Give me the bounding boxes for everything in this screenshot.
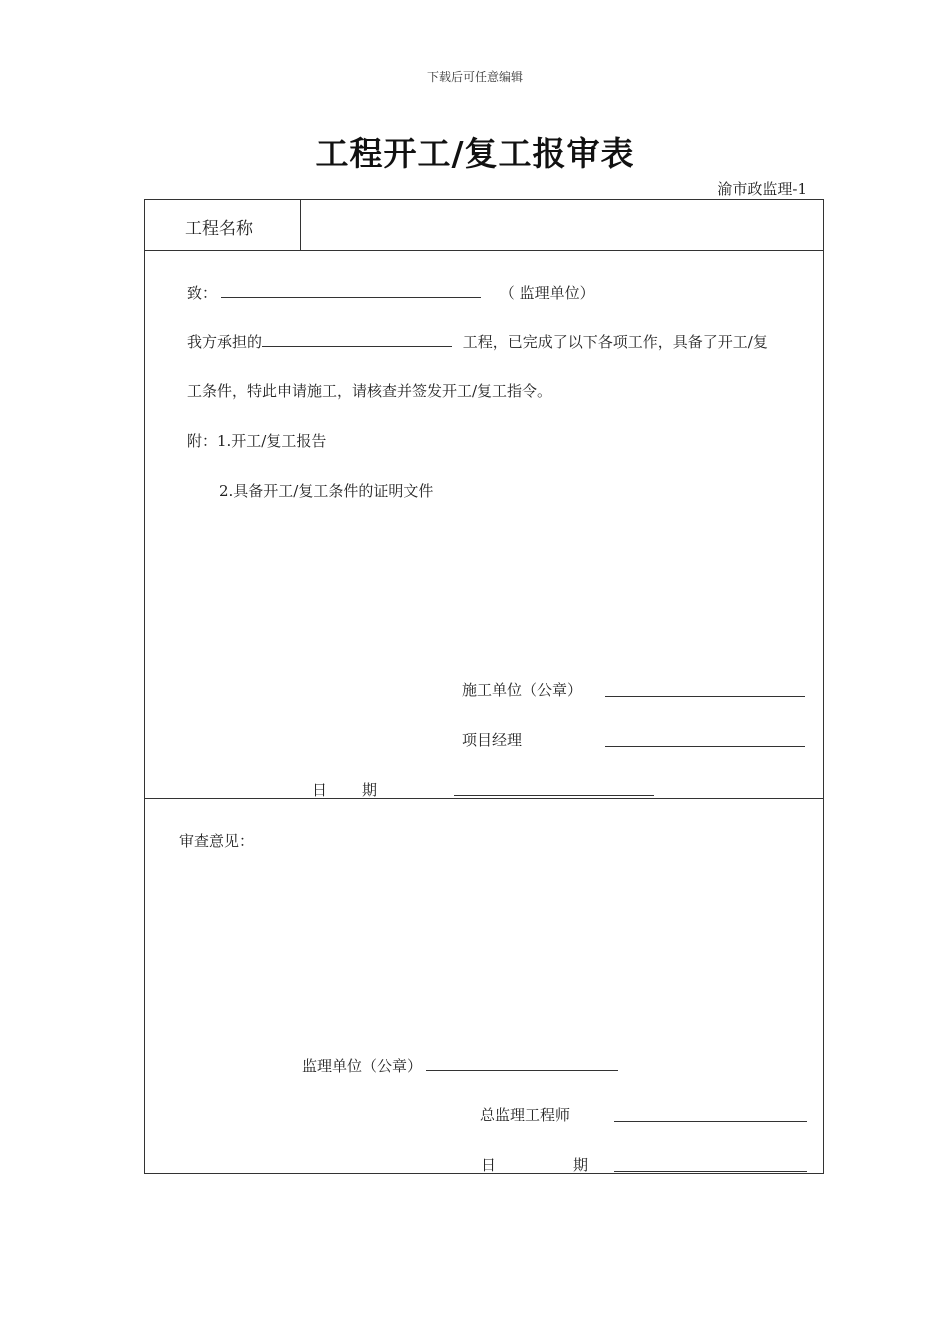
contractor-label: 施工单位（公章）: [462, 681, 583, 699]
statement-suffix: 工程，已完成了以下各项工作，具备了开工/复: [462, 333, 768, 351]
review-date-blank[interactable]: [614, 1155, 807, 1172]
page-title: 工程开工/复工报审表: [315, 134, 635, 173]
date-label-char-1: 日: [312, 781, 328, 799]
recipient-label: 致：: [187, 284, 218, 302]
supervisor-blank[interactable]: [426, 1054, 618, 1071]
supervisor-label: 监理单位（公章）: [302, 1057, 423, 1075]
manager-blank[interactable]: [605, 730, 805, 747]
recipient-suffix: （ 监理单位）: [499, 284, 595, 302]
attachment-item-2: 2.具备开工/复工条件的证明文件: [219, 482, 434, 500]
review-opinion-label: 审查意见：: [179, 832, 255, 850]
statement-line-2: 工条件，特此申请施工，请核查并签发开工/复工指令。: [187, 382, 553, 400]
name-cell-divider: [300, 200, 301, 250]
statement-line-1: [187, 330, 768, 352]
manager-label: 项目经理: [462, 731, 523, 749]
chief-engineer-blank[interactable]: [614, 1105, 807, 1122]
date-label-char-2: 期: [362, 781, 378, 799]
recipient-blank[interactable]: [221, 281, 481, 298]
project-blank[interactable]: [262, 330, 452, 347]
row-divider-1: [145, 250, 823, 251]
statement-prefix: 我方承担的: [187, 333, 263, 351]
chief-engineer-label: 总监理工程师: [480, 1106, 571, 1124]
recipient-line: [187, 281, 595, 303]
row-divider-2: [145, 798, 823, 799]
review-date-label-char-2: 期: [573, 1156, 589, 1174]
project-name-field[interactable]: [302, 202, 822, 248]
date-blank[interactable]: [454, 779, 654, 796]
review-opinion-field[interactable]: [179, 856, 799, 1036]
attachment-item-1: 附：1.开工/复工报告: [187, 432, 327, 450]
project-name-label: 工程名称: [185, 219, 253, 239]
header-note: 下载后可任意编辑: [426, 70, 523, 84]
contractor-blank[interactable]: [605, 680, 805, 697]
review-date-label-char-1: 日: [481, 1156, 497, 1174]
supervisor-line: [302, 1054, 618, 1076]
form-code: 渝市政监理-1: [717, 180, 807, 198]
form-table: [144, 199, 824, 1174]
